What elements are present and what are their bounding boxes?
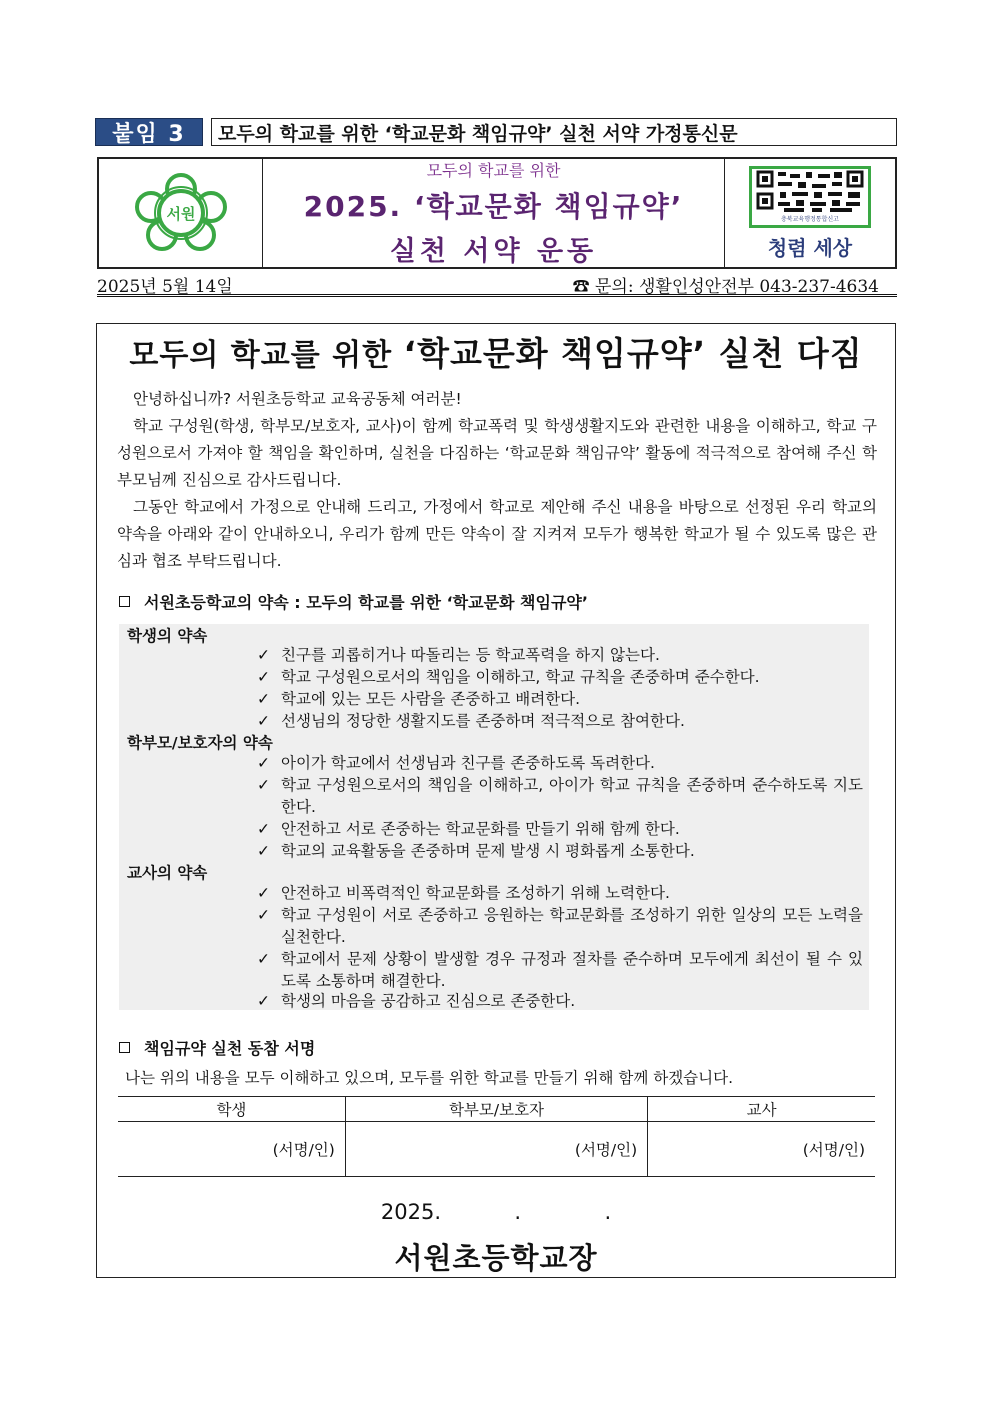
sign-date: 2025. . .: [380, 1200, 612, 1224]
header-title: 2025. ‘학교문화 책임규약’: [303, 190, 684, 223]
sign-header-parent: 학부모/보호자: [345, 1097, 647, 1122]
qr-caption: 충북교육행정통합신고: [781, 216, 839, 223]
logo-text: 서원: [166, 205, 195, 223]
attachment-bar: [95, 118, 897, 146]
check-icon: ✓: [257, 992, 270, 1010]
student-item: ✓ 학교 구성원으로서의 책임을 이해하고, 학교 규칙을 존중하며 준수한다.: [257, 668, 760, 686]
student-item: ✓ 친구를 괴롭히거나 따돌리는 등 학교폭력을 하지 않는다.: [257, 646, 660, 664]
signature-table: [118, 1096, 875, 1177]
section-promise-heading: 서원초등학교의 약속 : 모두의 학교를 위한 ‘학교문화 책임규약’: [119, 590, 588, 613]
newsletter-header: [97, 157, 897, 269]
header-title-line2: 실천 서약 운동: [389, 236, 598, 267]
greeting: 안녕하십니까? 서원초등학교 교육공동체 여러분!: [133, 390, 462, 408]
school-logo-cell: [99, 159, 263, 267]
intro-paragraph-2: 그동안 학교에서 가정으로 안내해 드리고, 가정에서 학교로 제안해 주신 내용을 바탕으로 선정된 우리 학교의 약속을 아래와 같이 안내하오니, 우리가 함께 만든 약속이 잘 지켜져 모두가 행복한 학교가 될 수 있도록 많은 관심과 협조 부탁드립니다.: [117, 498, 877, 570]
parent-item: ✓ 학교 구성원으로서의 책임을 이해하고, 아이가 학교 규칙을 존중하며 준수하도록 지도한다.: [257, 776, 863, 816]
qr-code-icon: [756, 170, 864, 214]
integrity-slogan: 청렴 세상: [767, 235, 853, 260]
sign-field-teacher[interactable]: (서명/인): [648, 1122, 875, 1177]
sign-field-parent[interactable]: (서명/인): [345, 1122, 647, 1177]
contact-info: ☎ 문의: 생활인성안전부 043-237-4634: [572, 277, 879, 297]
parent-item: ✓ 학교의 교육활동을 존중하며 문제 발생 시 평화롭게 소통한다.: [257, 842, 695, 860]
teacher-item: ✓ 안전하고 비폭력적인 학교문화를 조성하기 위해 노력한다.: [257, 884, 670, 902]
main-title-prefix: 모두의 학교를 위한: [129, 338, 393, 373]
student-promise-label: 학생의 약속: [127, 627, 208, 645]
check-icon: ✓: [257, 884, 270, 902]
sign-header-teacher: 교사: [648, 1097, 875, 1122]
intro-paragraph-1: 학교 구성원(학생, 학부모/보호자, 교사)이 함께 학교폭력 및 학생생활지도와 관련한 내용을 이해하고, 학교 구성원으로서 가져야 할 책임을 확인하며, 실천을 다짐하는 ‘학교문화 책임규약’ 활동에 적극적으로 참여해 주신 학부모님께 진심으로 감사드립니다.: [117, 417, 877, 489]
student-item: ✓ 선생님의 정당한 생활지도를 존중하며 적극적으로 참여한다.: [257, 712, 685, 730]
sign-intro: 나는 위의 내용을 모두 이해하고 있으며, 모두를 위한 학교를 만들기 위해 함께 하겠습니다.: [125, 1069, 734, 1087]
sign-header-student: 학생: [118, 1097, 345, 1122]
issue-date: 2025년 5월 14일: [97, 277, 233, 297]
check-icon: ✓: [257, 668, 270, 686]
principal-name: 서원초등학교장: [394, 1241, 598, 1275]
header-title-cell: [263, 159, 725, 267]
qr-code[interactable]: [749, 166, 871, 228]
teacher-promise-label: 교사의 약속: [127, 864, 208, 882]
main-title: [97, 328, 895, 375]
check-icon: ✓: [257, 950, 270, 968]
check-icon: ✓: [257, 776, 270, 794]
check-icon: ✓: [257, 820, 270, 838]
promise-box: [119, 624, 869, 1010]
attachment-badge: 붙임 3: [95, 118, 203, 146]
teacher-item: ✓ 학교 구성원이 서로 존중하고 응원하는 학교문화를 조성하기 위한 일상의 모든 노력을 실천한다.: [257, 906, 863, 946]
check-icon: ✓: [257, 906, 270, 924]
header-subtitle: 모두의 학교를 위한: [426, 161, 561, 180]
attachment-title: 모두의 학교를 위한 ‘학교문화 책임규약’ 실천 서약 가정통신문: [211, 118, 897, 146]
date-contact-row: [97, 272, 897, 297]
sign-field-student[interactable]: (서명/인): [118, 1122, 345, 1177]
main-title-text: ‘학교문화 책임규약’ 실천 다짐: [403, 334, 863, 373]
header-right-cell: [725, 159, 895, 267]
square-bullet-icon: [119, 1042, 130, 1053]
square-bullet-icon: [119, 596, 130, 607]
parent-promise-label: 학부모/보호자의 약속: [127, 734, 273, 752]
section-sign-heading: 책임규약 실천 동참 서명: [119, 1036, 315, 1059]
check-icon: ✓: [257, 842, 270, 860]
intro-text: [117, 386, 877, 575]
check-icon: ✓: [257, 712, 270, 730]
parent-item: ✓ 아이가 학교에서 선생님과 친구를 존중하도록 독려한다.: [257, 754, 655, 772]
parent-item: ✓ 안전하고 서로 존중하는 학교문화를 만들기 위해 함께 한다.: [257, 820, 680, 838]
teacher-item: ✓ 학교에서 문제 상황이 발생할 경우 규정과 절차를 준수하며 모두에게 최선이 될 수 있도록 소통하며 해결한다.: [257, 950, 863, 990]
check-icon: ✓: [257, 754, 270, 772]
school-logo-icon: [126, 173, 236, 253]
check-icon: ✓: [257, 690, 270, 708]
student-item: ✓ 학교에 있는 모든 사람을 존중하고 배려한다.: [257, 690, 581, 708]
main-content-box: [96, 323, 896, 1278]
check-icon: ✓: [257, 646, 270, 664]
teacher-item: ✓ 학생의 마음을 공감하고 진심으로 존중한다.: [257, 992, 576, 1010]
